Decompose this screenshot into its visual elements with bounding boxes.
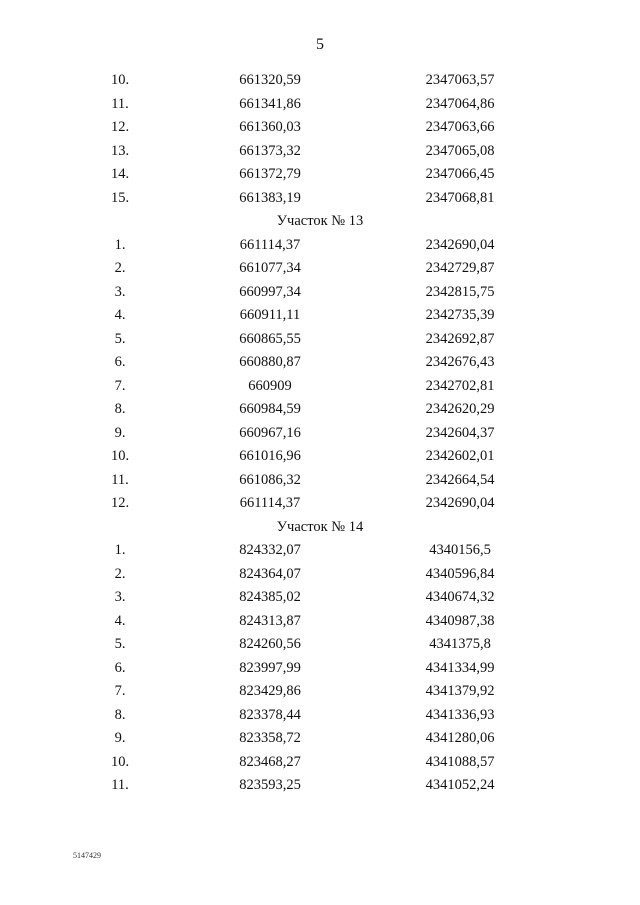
x-coordinate: 823358,72 <box>239 730 301 746</box>
x-coordinate: 660967,16 <box>239 424 301 441</box>
y-coordinate: 4340987,38 <box>425 612 495 629</box>
y-coordinate: 2342620,29 <box>425 401 495 417</box>
row-number: 1. <box>114 542 126 558</box>
row-number: 2. <box>114 260 126 276</box>
y-coordinate: 4340156,5 <box>429 542 491 558</box>
page-number: 5 <box>316 36 324 53</box>
x-coordinate: 823378,44 <box>239 706 301 723</box>
table-row <box>0 563 640 587</box>
section-14-rows <box>0 539 640 798</box>
table-row <box>0 257 640 281</box>
table-row <box>0 657 640 681</box>
row-number: 3. <box>114 283 126 300</box>
table-row <box>0 163 640 187</box>
y-coordinate: 2347065,08 <box>425 142 495 159</box>
table-row <box>0 422 640 446</box>
y-coordinate: 4341088,57 <box>425 753 495 770</box>
y-coordinate: 4341280,06 <box>425 730 495 746</box>
row-number: 6. <box>114 354 126 370</box>
table-row <box>0 281 640 305</box>
table-row <box>0 116 640 140</box>
y-coordinate: 4341336,93 <box>425 706 495 723</box>
row-number: 15. <box>110 189 130 206</box>
y-coordinate: 2347063,66 <box>425 119 495 135</box>
x-coordinate: 824385,02 <box>239 589 301 605</box>
x-coordinate: 661114,37 <box>239 495 301 511</box>
row-number: 7. <box>114 683 126 699</box>
x-coordinate: 823997,99 <box>239 659 301 676</box>
x-coordinate: 660909 <box>248 377 292 394</box>
y-coordinate: 2347066,45 <box>425 166 495 182</box>
x-coordinate: 661373,32 <box>239 142 301 159</box>
row-number: 4. <box>114 612 126 629</box>
y-coordinate: 2347064,86 <box>425 95 495 112</box>
x-coordinate: 661372,79 <box>239 166 301 182</box>
table-row <box>0 492 640 516</box>
table-row <box>0 445 640 469</box>
y-coordinate: 2342676,43 <box>425 354 495 370</box>
table-row <box>0 680 640 704</box>
x-coordinate: 824313,87 <box>239 612 301 629</box>
row-number: 5. <box>114 636 126 652</box>
y-coordinate: 2342735,39 <box>425 307 495 323</box>
table-row <box>0 633 640 657</box>
table-row <box>0 140 640 164</box>
row-number: 12. <box>110 495 130 511</box>
table-row <box>0 328 640 352</box>
row-number: 11. <box>111 471 129 488</box>
row-number: 9. <box>114 424 126 441</box>
x-coordinate: 661341,86 <box>239 95 301 112</box>
table-row <box>0 539 640 563</box>
y-coordinate: 2342604,37 <box>425 424 495 441</box>
table-row <box>0 704 640 728</box>
table-row <box>0 304 640 328</box>
y-coordinate: 2342690,04 <box>425 236 495 253</box>
y-coordinate: 2342692,87 <box>425 330 495 347</box>
row-number: 12. <box>110 119 130 135</box>
row-number: 10. <box>110 448 130 464</box>
x-coordinate: 660880,87 <box>239 354 301 370</box>
table-row <box>0 398 640 422</box>
table-row <box>0 234 640 258</box>
y-coordinate: 4341375,8 <box>429 636 491 652</box>
x-coordinate: 661320,59 <box>239 72 301 88</box>
y-coordinate: 2342815,75 <box>425 283 495 300</box>
table-row <box>0 469 640 493</box>
x-coordinate: 823593,25 <box>239 777 301 793</box>
section-13-title: Участок № 13 <box>276 213 364 229</box>
row-number: 13. <box>110 142 130 159</box>
y-coordinate: 4341334,99 <box>425 659 495 676</box>
section-13-rows <box>0 234 640 516</box>
row-number: 3. <box>114 589 126 605</box>
x-coordinate: 660997,34 <box>239 283 301 300</box>
y-coordinate: 4340674,32 <box>425 589 495 605</box>
coordinates-table <box>0 69 640 798</box>
row-number: 7. <box>114 377 126 394</box>
y-coordinate: 2342602,01 <box>425 448 495 464</box>
y-coordinate: 4341379,92 <box>425 683 495 699</box>
x-coordinate: 660911,11 <box>239 307 301 323</box>
y-coordinate: 2342702,81 <box>425 377 495 394</box>
y-coordinate: 4341052,24 <box>425 777 495 793</box>
x-coordinate: 661114,37 <box>239 236 301 253</box>
table-row <box>0 610 640 634</box>
row-number: 8. <box>114 706 126 723</box>
row-number: 10. <box>110 72 130 88</box>
top-rows <box>0 69 640 210</box>
row-number: 2. <box>114 565 126 582</box>
section-14-title: Участок № 14 <box>276 518 364 535</box>
x-coordinate: 661383,19 <box>239 189 301 206</box>
x-coordinate: 661360,03 <box>239 119 301 135</box>
x-coordinate: 661086,32 <box>239 471 301 488</box>
x-coordinate: 824332,07 <box>239 542 301 558</box>
y-coordinate: 2342729,87 <box>425 260 495 276</box>
row-number: 8. <box>114 401 126 417</box>
row-number: 6. <box>114 659 126 676</box>
table-row <box>0 93 640 117</box>
row-number: 14. <box>110 166 130 182</box>
y-coordinate: 2342664,54 <box>425 471 495 488</box>
row-number: 11. <box>111 95 129 112</box>
table-row <box>0 69 640 93</box>
row-number: 5. <box>114 330 126 347</box>
x-coordinate: 661077,34 <box>239 260 301 276</box>
row-number: 11. <box>111 777 129 793</box>
y-coordinate: 4340596,84 <box>425 565 495 582</box>
x-coordinate: 660865,55 <box>239 330 301 347</box>
x-coordinate: 824364,07 <box>239 565 301 582</box>
row-number: 9. <box>114 730 126 746</box>
x-coordinate: 661016,96 <box>239 448 301 464</box>
x-coordinate: 823429,86 <box>239 683 301 699</box>
table-row <box>0 727 640 751</box>
x-coordinate: 660984,59 <box>239 401 301 417</box>
table-row <box>0 751 640 775</box>
table-row <box>0 187 640 211</box>
row-number: 4. <box>114 307 126 323</box>
row-number: 1. <box>114 236 126 253</box>
y-coordinate: 2342690,04 <box>425 495 495 511</box>
table-row <box>0 586 640 610</box>
x-coordinate: 823468,27 <box>239 753 301 770</box>
x-coordinate: 824260,56 <box>239 636 301 652</box>
document-id: 5147429 <box>73 851 101 860</box>
y-coordinate: 2347063,57 <box>425 72 495 88</box>
y-coordinate: 2347068,81 <box>425 189 495 206</box>
table-row <box>0 375 640 399</box>
table-row <box>0 774 640 798</box>
table-row <box>0 351 640 375</box>
row-number: 10. <box>110 753 130 770</box>
